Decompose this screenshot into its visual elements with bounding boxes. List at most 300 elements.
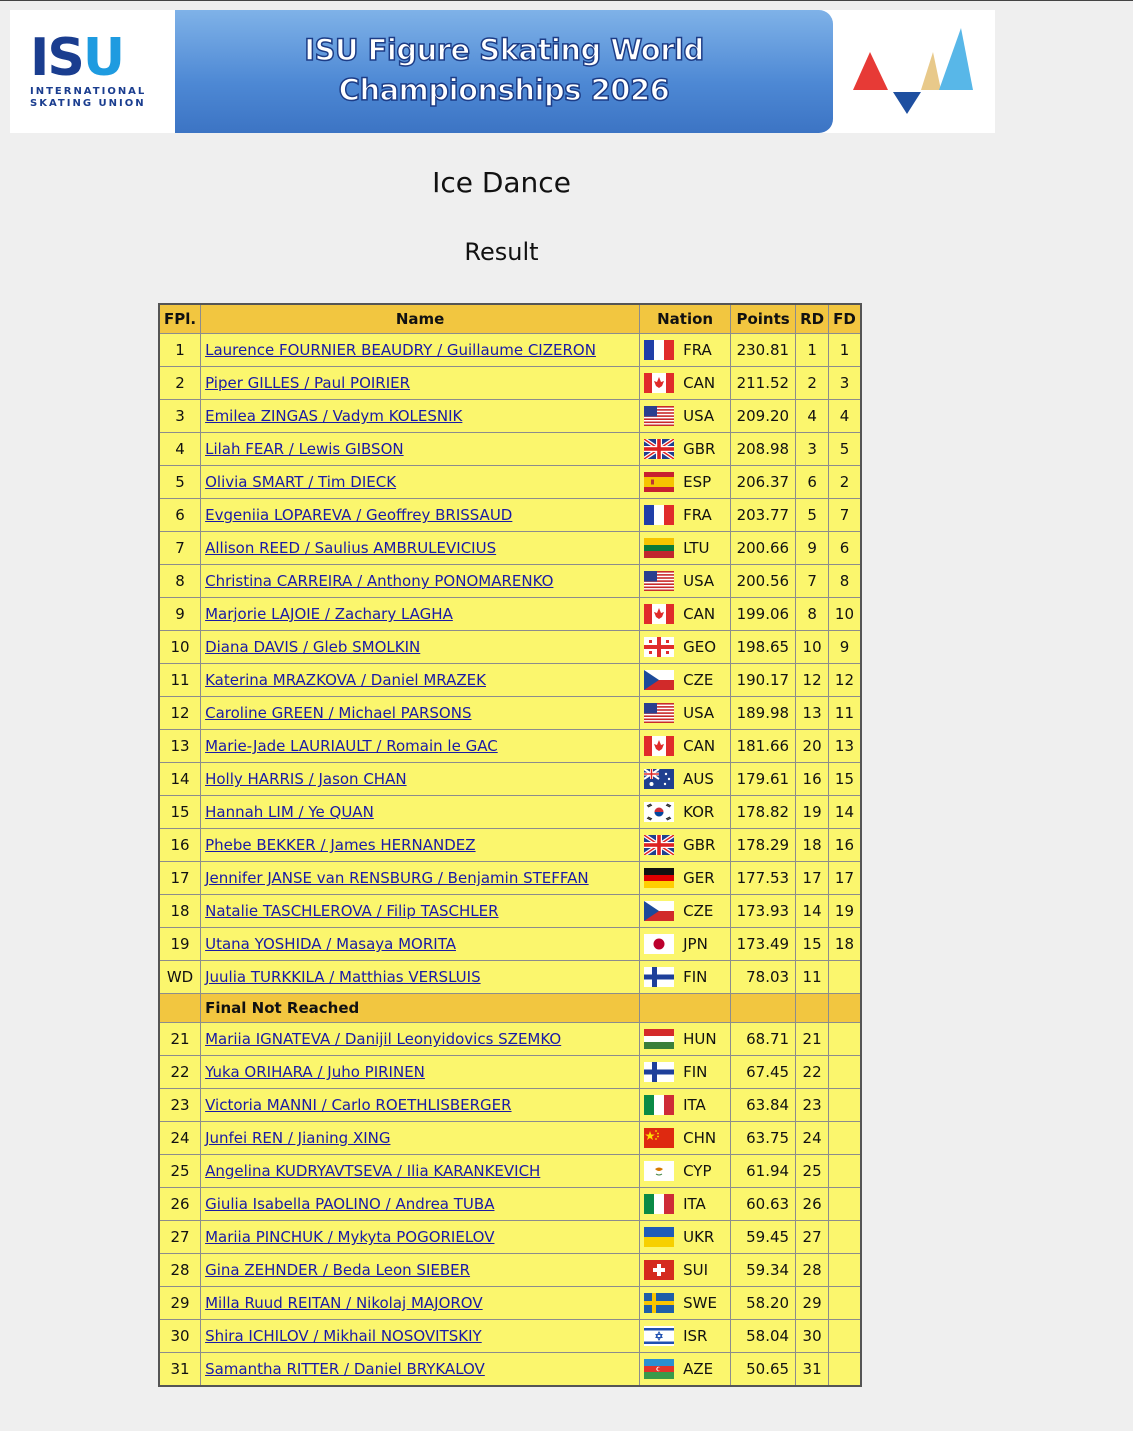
- result-row: [159, 664, 861, 697]
- skater-link[interactable]: Natalie TASCHLEROVA / Filip TASCHLER: [205, 902, 499, 920]
- section-spacer: [829, 994, 861, 1023]
- rd-cell: 7: [796, 565, 829, 598]
- nation-code: GER: [683, 869, 715, 887]
- points-cell: 179.61: [731, 763, 796, 796]
- rd-cell: 9: [796, 532, 829, 565]
- rd-cell: 19: [796, 796, 829, 829]
- name-cell: [201, 400, 640, 433]
- ita-flag-icon: [644, 1194, 674, 1214]
- rd-cell: 1: [796, 334, 829, 367]
- nation-code: CAN: [683, 737, 716, 755]
- fd-cell: 16: [829, 829, 861, 862]
- fd-cell: 4: [829, 400, 861, 433]
- name-cell: [201, 829, 640, 862]
- nation-code: USA: [683, 407, 715, 425]
- points-cell: 230.81: [731, 334, 796, 367]
- final-results: [159, 334, 861, 994]
- nation-cell: [640, 1221, 731, 1254]
- ltu-flag-icon: [644, 538, 674, 558]
- nation-cell: [640, 367, 731, 400]
- placement-cell: 26: [159, 1188, 201, 1221]
- result-row: [159, 565, 861, 598]
- rd-cell: 18: [796, 829, 829, 862]
- section-spacer: [796, 994, 829, 1023]
- swe-flag-icon: [644, 1293, 674, 1313]
- nation-code: ISR: [683, 1327, 708, 1345]
- esp-flag-icon: [644, 472, 674, 492]
- isu-logo-word: ISU: [30, 28, 124, 88]
- usa-flag-icon: [644, 406, 674, 426]
- isu-logo: [10, 10, 175, 133]
- nation-cell: [640, 400, 731, 433]
- nation-code: FIN: [683, 968, 708, 986]
- placement-cell: 19: [159, 928, 201, 961]
- nation-cell: [640, 1353, 731, 1387]
- name-cell: [201, 334, 640, 367]
- nation-cell: [640, 928, 731, 961]
- nation-code: GBR: [683, 440, 716, 458]
- fd-cell: [829, 1320, 861, 1353]
- can-flag-icon: [644, 736, 674, 756]
- skater-link[interactable]: Laurence FOURNIER BEAUDRY / Guillaume CIZERON: [205, 341, 596, 359]
- nation-cell: [640, 1188, 731, 1221]
- placement-cell: WD: [159, 961, 201, 994]
- nation-cell: [640, 499, 731, 532]
- name-cell: [201, 1056, 640, 1089]
- points-cell: 208.98: [731, 433, 796, 466]
- rd-cell: 29: [796, 1287, 829, 1320]
- points-cell: 50.65: [731, 1353, 796, 1387]
- nation-code: LTU: [683, 539, 710, 557]
- skater-link[interactable]: Piper GILLES / Paul POIRIER: [205, 374, 411, 392]
- fd-cell: [829, 1089, 861, 1122]
- isr-flag-icon: [644, 1326, 674, 1346]
- name-cell: [201, 433, 640, 466]
- fd-cell: [829, 1287, 861, 1320]
- points-cell: 58.04: [731, 1320, 796, 1353]
- skater-link[interactable]: Jennifer JANSE van RENSBURG / Benjamin STEFFAN: [205, 869, 589, 887]
- nation-code: SWE: [683, 1294, 717, 1312]
- fd-cell: 1: [829, 334, 861, 367]
- points-cell: 211.52: [731, 367, 796, 400]
- fd-cell: 18: [829, 928, 861, 961]
- nation-cell: [640, 796, 731, 829]
- points-cell: 198.65: [731, 631, 796, 664]
- placement-cell: 15: [159, 796, 201, 829]
- placement-cell: 2: [159, 367, 201, 400]
- nation-cell: [640, 1056, 731, 1089]
- name-cell: [201, 961, 640, 994]
- rd-cell: 27: [796, 1221, 829, 1254]
- nation-cell: [640, 532, 731, 565]
- skater-link[interactable]: Christina CARREIRA / Anthony PONOMARENKO: [205, 572, 554, 590]
- nation-cell: [640, 466, 731, 499]
- fd-cell: 15: [829, 763, 861, 796]
- fd-cell: [829, 1254, 861, 1287]
- nation-cell: [640, 1155, 731, 1188]
- cze-flag-icon: [644, 901, 674, 921]
- skater-link[interactable]: Phebe BEKKER / James HERNANDEZ: [205, 836, 476, 854]
- result-row: [159, 697, 861, 730]
- can-flag-icon: [644, 373, 674, 393]
- nation-code: KOR: [683, 803, 715, 821]
- rd-cell: 30: [796, 1320, 829, 1353]
- placement-cell: 21: [159, 1023, 201, 1056]
- rd-cell: 25: [796, 1155, 829, 1188]
- points-cell: 59.45: [731, 1221, 796, 1254]
- section-final-not-reached: [159, 994, 861, 1023]
- nation-cell: [640, 1023, 731, 1056]
- result-row: [159, 466, 861, 499]
- result-row: [159, 862, 861, 895]
- fd-cell: 11: [829, 697, 861, 730]
- fd-cell: 13: [829, 730, 861, 763]
- name-cell: [201, 697, 640, 730]
- points-cell: 178.82: [731, 796, 796, 829]
- aze-flag-icon: [644, 1359, 674, 1379]
- placement-cell: 29: [159, 1287, 201, 1320]
- rd-cell: 26: [796, 1188, 829, 1221]
- nation-code: ITA: [683, 1096, 706, 1114]
- results-table: [158, 303, 862, 1387]
- result-row: [159, 1122, 861, 1155]
- skater-link[interactable]: Katerina MRAZKOVA / Daniel MRAZEK: [205, 671, 486, 689]
- name-cell: [201, 1023, 640, 1056]
- rd-cell: 22: [796, 1056, 829, 1089]
- points-cell: 59.34: [731, 1254, 796, 1287]
- skater-link[interactable]: Evgeniia LOPAREVA / Geoffrey BRISSAUD: [205, 506, 513, 524]
- result-row: [159, 1155, 861, 1188]
- championship-banner: [10, 10, 995, 133]
- points-cell: 206.37: [731, 466, 796, 499]
- nation-code: CAN: [683, 605, 716, 623]
- skater-link[interactable]: Hannah LIM / Ye QUAN: [205, 803, 374, 821]
- nation-code: UKR: [683, 1228, 715, 1246]
- name-cell: [201, 1155, 640, 1188]
- points-cell: 209.20: [731, 400, 796, 433]
- points-cell: 63.84: [731, 1089, 796, 1122]
- placement-cell: 9: [159, 598, 201, 631]
- result-row: [159, 730, 861, 763]
- nation-code: CHN: [683, 1129, 717, 1147]
- nation-cell: [640, 631, 731, 664]
- rd-cell: 3: [796, 433, 829, 466]
- points-cell: 78.03: [731, 961, 796, 994]
- rd-cell: 11: [796, 961, 829, 994]
- points-cell: 58.20: [731, 1287, 796, 1320]
- name-cell: [201, 928, 640, 961]
- placement-cell: 30: [159, 1320, 201, 1353]
- sui-flag-icon: [644, 1260, 674, 1280]
- nation-cell: [640, 697, 731, 730]
- name-cell: [201, 763, 640, 796]
- result-row: [159, 367, 861, 400]
- fd-cell: [829, 1155, 861, 1188]
- top-border: [0, 0, 1133, 1]
- skater-link[interactable]: Yuka ORIHARA / Juho PIRINEN: [205, 1063, 425, 1081]
- rd-cell: 4: [796, 400, 829, 433]
- name-cell: [201, 565, 640, 598]
- result-row: [159, 433, 861, 466]
- placement-cell: 16: [159, 829, 201, 862]
- result-row: [159, 1089, 861, 1122]
- ukr-flag-icon: [644, 1227, 674, 1247]
- section-label: Final Not Reached: [201, 994, 640, 1023]
- placement-cell: 5: [159, 466, 201, 499]
- name-cell: [201, 730, 640, 763]
- skater-link[interactable]: Junfei REN / Jianing XING: [205, 1129, 391, 1147]
- name-cell: [201, 895, 640, 928]
- skater-link[interactable]: Samantha RITTER / Daniel BRYKALOV: [205, 1360, 485, 1378]
- skater-link[interactable]: Milla Ruud REITAN / Nikolaj MAJOROV: [205, 1294, 483, 1312]
- hun-flag-icon: [644, 1029, 674, 1049]
- rd-cell: 8: [796, 598, 829, 631]
- points-cell: 177.53: [731, 862, 796, 895]
- skater-link[interactable]: Olivia SMART / Tim DIECK: [205, 473, 397, 491]
- points-cell: 173.49: [731, 928, 796, 961]
- skater-link[interactable]: Caroline GREEN / Michael PARSONS: [205, 704, 472, 722]
- points-cell: 63.75: [731, 1122, 796, 1155]
- skater-link[interactable]: Emilea ZINGAS / Vadym KOLESNIK: [205, 407, 463, 425]
- nation-cell: [640, 1089, 731, 1122]
- placement-cell: 22: [159, 1056, 201, 1089]
- rd-cell: 14: [796, 895, 829, 928]
- fd-cell: 5: [829, 433, 861, 466]
- skater-link[interactable]: Holly HARRIS / Jason CHAN: [205, 770, 407, 788]
- nation-cell: [640, 433, 731, 466]
- jpn-flag-icon: [644, 934, 674, 954]
- points-cell: 67.45: [731, 1056, 796, 1089]
- result-row: [159, 334, 861, 367]
- page-title: Ice Dance: [432, 166, 571, 199]
- skater-link[interactable]: Mariia PINCHUK / Mykyta POGORIELOV: [205, 1228, 495, 1246]
- rd-cell: 31: [796, 1353, 829, 1387]
- result-row: [159, 1023, 861, 1056]
- skater-link[interactable]: Diana DAVIS / Gleb SMOLKIN: [205, 638, 421, 656]
- points-cell: 200.66: [731, 532, 796, 565]
- section-header-row: [159, 994, 861, 1023]
- rd-cell: 28: [796, 1254, 829, 1287]
- name-cell: [201, 1287, 640, 1320]
- col-header-name: Name: [201, 304, 640, 334]
- nation-cell: [640, 895, 731, 928]
- rd-cell: 12: [796, 664, 829, 697]
- usa-flag-icon: [644, 571, 674, 591]
- section-spacer: [731, 994, 796, 1023]
- name-cell: [201, 367, 640, 400]
- nation-cell: [640, 730, 731, 763]
- rd-cell: 5: [796, 499, 829, 532]
- skater-link[interactable]: Giulia Isabella PAOLINO / Andrea TUBA: [205, 1195, 495, 1213]
- placement-cell: 12: [159, 697, 201, 730]
- cze-flag-icon: [644, 670, 674, 690]
- placement-cell: 23: [159, 1089, 201, 1122]
- result-row: [159, 1254, 861, 1287]
- points-cell: 203.77: [731, 499, 796, 532]
- fin-flag-icon: [644, 1062, 674, 1082]
- placement-cell: 27: [159, 1221, 201, 1254]
- fd-cell: 14: [829, 796, 861, 829]
- fd-cell: 12: [829, 664, 861, 697]
- skater-link[interactable]: Utana YOSHIDA / Masaya MORITA: [205, 935, 456, 953]
- rd-cell: 6: [796, 466, 829, 499]
- chn-flag-icon: [644, 1128, 674, 1148]
- nation-cell: [640, 763, 731, 796]
- placement-cell: 13: [159, 730, 201, 763]
- geo-flag-icon: [644, 637, 674, 657]
- cyp-flag-icon: [644, 1161, 674, 1181]
- name-cell: [201, 796, 640, 829]
- skater-link[interactable]: Shira ICHILOV / Mikhail NOSOVITSKIY: [205, 1327, 482, 1345]
- name-cell: [201, 1089, 640, 1122]
- skater-link[interactable]: Lilah FEAR / Lewis GIBSON: [205, 440, 404, 458]
- name-cell: [201, 499, 640, 532]
- name-cell: [201, 598, 640, 631]
- placement-cell: 8: [159, 565, 201, 598]
- result-row: [159, 400, 861, 433]
- skater-link[interactable]: Marie-Jade LAURIAULT / Romain le GAC: [205, 737, 498, 755]
- result-row: [159, 1221, 861, 1254]
- placement-cell: 4: [159, 433, 201, 466]
- nation-cell: [640, 862, 731, 895]
- fd-cell: [829, 1023, 861, 1056]
- rd-cell: 16: [796, 763, 829, 796]
- nation-cell: [640, 1254, 731, 1287]
- col-header-rd: RD: [796, 304, 829, 334]
- fd-cell: 17: [829, 862, 861, 895]
- nation-code: SUI: [683, 1261, 709, 1279]
- col-header-fpl: FPl.: [159, 304, 201, 334]
- rd-cell: 20: [796, 730, 829, 763]
- nation-cell: [640, 961, 731, 994]
- aus-flag-icon: [644, 769, 674, 789]
- can-flag-icon: [644, 604, 674, 624]
- points-cell: 178.29: [731, 829, 796, 862]
- nation-code: CAN: [683, 374, 716, 392]
- nation-code: GEO: [683, 638, 717, 656]
- rd-cell: 10: [796, 631, 829, 664]
- placement-cell: 1: [159, 334, 201, 367]
- nation-cell: [640, 598, 731, 631]
- result-row: [159, 1056, 861, 1089]
- placement-cell: 24: [159, 1122, 201, 1155]
- header-row: [159, 304, 861, 334]
- skater-link[interactable]: Angelina KUDRYAVTSEVA / Ilia KARANKEVICH: [205, 1162, 541, 1180]
- result-row: [159, 1287, 861, 1320]
- fd-cell: 2: [829, 466, 861, 499]
- ita-flag-icon: [644, 1095, 674, 1115]
- banner-title-band: [175, 10, 833, 133]
- rd-cell: 13: [796, 697, 829, 730]
- nation-code: USA: [683, 704, 715, 722]
- skater-link[interactable]: Marjorie LAJOIE / Zachary LAGHA: [205, 605, 453, 623]
- fd-cell: 7: [829, 499, 861, 532]
- nation-cell: [640, 1320, 731, 1353]
- col-header-nation: Nation: [640, 304, 731, 334]
- result-row: [159, 763, 861, 796]
- nation-code: USA: [683, 572, 715, 590]
- ger-flag-icon: [644, 868, 674, 888]
- fra-flag-icon: [644, 340, 674, 360]
- gbr-flag-icon: [644, 835, 674, 855]
- rd-cell: 17: [796, 862, 829, 895]
- nation-cell: [640, 1122, 731, 1155]
- isu-logo-subtitle: INTERNATIONAL SKATING UNION: [30, 86, 147, 109]
- result-row: [159, 1353, 861, 1387]
- nation-code: JPN: [683, 935, 708, 953]
- page-subtitle: Result: [464, 238, 539, 266]
- skater-link[interactable]: Allison REED / Saulius AMBRULEVICIUS: [205, 539, 497, 557]
- col-header-fd: FD: [829, 304, 861, 334]
- result-row: [159, 1188, 861, 1221]
- skater-link[interactable]: Juulia TURKKILA / Matthias VERSLUIS: [205, 968, 481, 986]
- name-cell: [201, 1320, 640, 1353]
- nation-code: FRA: [683, 341, 712, 359]
- nation-code: ITA: [683, 1195, 706, 1213]
- gbr-flag-icon: [644, 439, 674, 459]
- points-cell: 199.06: [731, 598, 796, 631]
- points-cell: 200.56: [731, 565, 796, 598]
- result-row: [159, 532, 861, 565]
- points-cell: 60.63: [731, 1188, 796, 1221]
- name-cell: [201, 1254, 640, 1287]
- placement-cell: 14: [159, 763, 201, 796]
- name-cell: [201, 862, 640, 895]
- nation-code: ESP: [683, 473, 712, 491]
- fin-flag-icon: [644, 967, 674, 987]
- placement-cell: 7: [159, 532, 201, 565]
- nation-code: CYP: [683, 1162, 712, 1180]
- name-cell: [201, 1188, 640, 1221]
- nation-cell: [640, 1287, 731, 1320]
- section-spacer: [640, 994, 731, 1023]
- placement-cell: 28: [159, 1254, 201, 1287]
- not-reached-results: [159, 1023, 861, 1387]
- name-cell: [201, 1122, 640, 1155]
- result-row: [159, 895, 861, 928]
- rd-cell: 23: [796, 1089, 829, 1122]
- fd-cell: [829, 961, 861, 994]
- skater-link[interactable]: Victoria MANNI / Carlo ROETHLISBERGER: [205, 1096, 512, 1114]
- result-row: [159, 499, 861, 532]
- fd-cell: 10: [829, 598, 861, 631]
- event-triangles-logo: [833, 10, 995, 133]
- championship-title: ISU Figure Skating World Championships 2026: [304, 33, 704, 107]
- skater-link[interactable]: Mariia IGNATEVA / Danijil Leonyidovics SZEMKO: [205, 1030, 562, 1048]
- points-cell: 68.71: [731, 1023, 796, 1056]
- fd-cell: 9: [829, 631, 861, 664]
- fd-cell: 3: [829, 367, 861, 400]
- placement-cell: 6: [159, 499, 201, 532]
- name-cell: [201, 532, 640, 565]
- nation-code: FIN: [683, 1063, 708, 1081]
- points-cell: 190.17: [731, 664, 796, 697]
- placement-cell: 25: [159, 1155, 201, 1188]
- nation-cell: [640, 565, 731, 598]
- nation-code: CZE: [683, 902, 714, 920]
- points-cell: 189.98: [731, 697, 796, 730]
- rd-cell: 24: [796, 1122, 829, 1155]
- result-row: [159, 1320, 861, 1353]
- nation-code: CZE: [683, 671, 714, 689]
- fd-cell: [829, 1122, 861, 1155]
- nation-code: AZE: [683, 1360, 714, 1378]
- section-spacer: [159, 994, 201, 1023]
- placement-cell: 10: [159, 631, 201, 664]
- skater-link[interactable]: Gina ZEHNDER / Beda Leon SIEBER: [205, 1261, 471, 1279]
- nation-code: FRA: [683, 506, 712, 524]
- points-cell: 173.93: [731, 895, 796, 928]
